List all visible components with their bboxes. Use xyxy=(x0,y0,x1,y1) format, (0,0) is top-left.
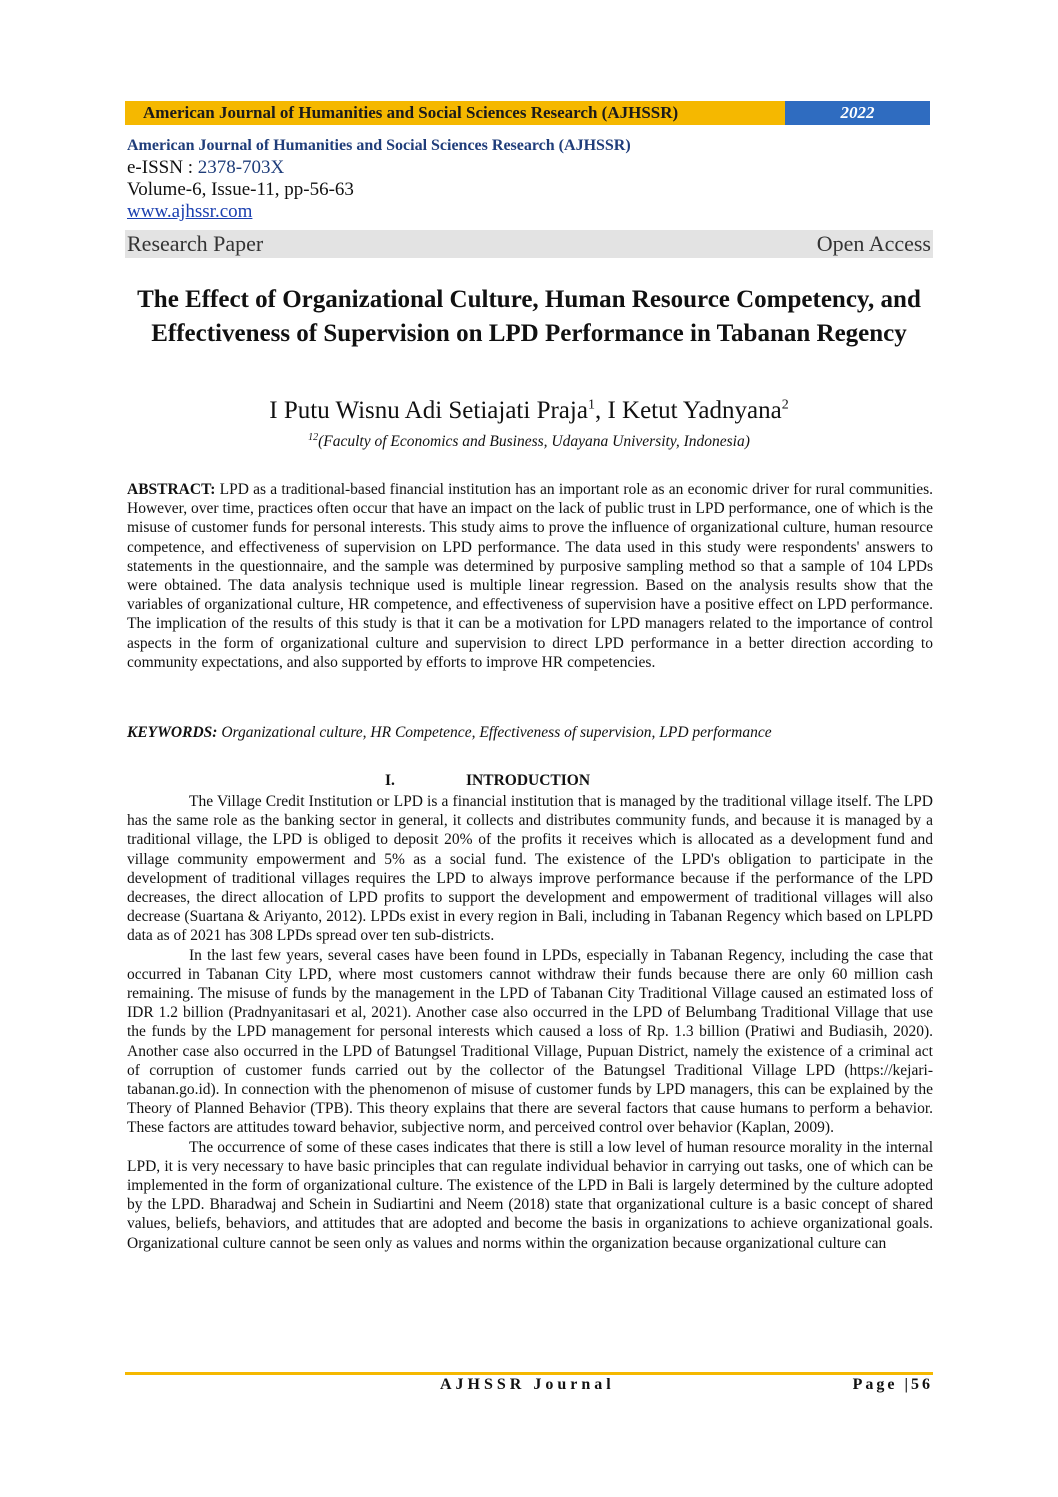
affiliation-marker: 12 xyxy=(308,432,319,443)
keywords xyxy=(127,723,933,742)
page-number: Page |56 xyxy=(852,1376,933,1393)
journal-header-title: American Journal of Humanities and Social Sciences Research (AJHSSR) xyxy=(125,101,785,125)
author-1: I Putu Wisnu Adi Setiajati Praja xyxy=(269,397,588,424)
issn-label: e-ISSN : xyxy=(127,157,198,178)
paper-type: Research Paper xyxy=(127,231,264,256)
footer-divider xyxy=(125,1372,933,1375)
abstract-text: LPD as a traditional-based financial institution has an important role as an economic driver for rural communities. However, over time, practices often occur that have an impact on the lack of public trust in LPD performance, one of which is the misuse of customer funds for personal interests. This study aims to prove the influence of organizational culture, human resource competence, and effectiveness of supervision on LPD performance. The data used in this study were respondents' answers to statements in the questionnaire, and the sample was determined by purposive sampling method so that a sample of 104 LPDs were obtained. The data analysis technique used is multiple linear regression. Based on the analysis results show that the variables of organizational culture, HR competence, and effectiveness of supervision have a positive effect on LPD performance. The implication of the results of this study is that it can be a motivation for LPD managers related to the importance of control aspects in the form of organizational culture and supervision to direct LPD performance in a better direction according to community expectations, and also supported by efforts to improve HR competencies. xyxy=(127,481,933,671)
issn-value: 2378-703X xyxy=(197,157,285,178)
keywords-label: KEYWORDS: xyxy=(127,724,218,741)
journal-header-year: 2022 xyxy=(785,101,930,125)
paragraph: In the last few years, several cases have been found in LPDs, especially in Tabanan Regency, including the case that occurred in Tabanan City LPD, where most customers cannot withdraw their funds because there are only 60 million cash remaining. The misuse of funds by the management in the LPD of Tabanan City Traditional Village caused an estimated loss of IDR 1.2 billion (Pradnyanitasari et al, 2021). Another case also occurred in the LPD of Belumbang Traditional Village that use the funds by the LPD management for personal interests which caused a loss of Rp. 1.3 billion (Pratiwi and Budiasih, 2020). Another case also occurred in the LPD of Batungsel Traditional Village, Pupuan District, namely the existence of a criminal act of corruption of customer funds carried out by the collector of the Batungsel Traditional Village LPD (https://kejari-tabanan.go.id). In connection with the phenomenon of misuse of customer funds by LPD managers, this can be explained by the Theory of Planned Behavior (TPB). This theory explains that there are several factors that cause humans to perform a behavior. These factors are attitudes toward behavior, subjective norm, and perceived control over behavior (Kaplan, 2009). xyxy=(127,946,933,1137)
journal-website-link[interactable]: www.ajhssr.com xyxy=(127,201,253,222)
paper-title: The Effect of Organizational Culture, Human Resource Competency, and Effectiveness of Supervision on LPD Performance in Tabanan Regency xyxy=(137,286,921,347)
issn-line xyxy=(127,157,631,179)
section-title: INTRODUCTION xyxy=(466,772,591,789)
keywords-text: Organizational culture, HR Competence, Effectiveness of supervision, LPD performance xyxy=(217,724,772,741)
paragraph: The occurrence of some of these cases indicates that there is still a low level of human resource morality in the internal LPD, it is very necessary to have basic principles that can regulate individual behavior in carrying out tasks, one of which can be implemented in the form of organizational culture. The existence of the LPD in Bali is largely determined by the culture adopted by the LPD. Bharadwaj and Schein in Sudiartini and Neem (2018) state that organizational culture is a basic concept of shared values, beliefs, behaviors, and attitudes that are adopted and become the basis in organizations to achieve organizational goals. Organizational culture cannot be seen only as values and norms within the organization because organizational culture can xyxy=(127,1138,933,1252)
affiliation xyxy=(100,432,958,451)
journal-header-bar xyxy=(125,101,930,125)
article-meta xyxy=(127,135,631,223)
paper-type-bar xyxy=(125,230,933,258)
volume-issue: Volume-6, Issue-11, pp-56-63 xyxy=(127,179,354,200)
authors xyxy=(100,397,958,425)
introduction-body xyxy=(127,792,933,1253)
affiliation-text: (Faculty of Economics and Business, Udayana University, Indonesia) xyxy=(318,433,750,451)
author-1-affil: 1 xyxy=(587,397,595,413)
abstract-label: ABSTRACT: xyxy=(127,481,216,498)
paragraph: The Village Credit Institution or LPD is a financial institution that is managed by the traditional village itself. The LPD has the same role as the banking sector in general, it collects and distributes community funds, and because it is managed by a traditional village, the LPD is obliged to deposit 20% of the profits it receives which is allocated as a development fund and village community empowerment and 5% as a social fund. The existence of the LPD's obligation to participate in the development of traditional villages requires the LPD to always improve performance because if the performance of the LPD decreases, the direct allocation of LPD profits to support the development and empowerment of traditional villages will also decrease (Suartana & Ariyanto, 2012). LPDs exist in every region in Bali, including in Tabanan Regency which based on LPLPD data as of 2021 has 308 LPDs spread over ten sub-districts. xyxy=(127,793,933,945)
author-2-affil: 2 xyxy=(781,397,789,413)
section-number: I. xyxy=(385,772,395,789)
author-separator: , xyxy=(594,397,608,424)
journal-name: American Journal of Humanities and Social Sciences Research (AJHSSR) xyxy=(127,137,631,154)
author-2: I Ketut Yadnyana xyxy=(607,397,782,424)
access-type: Open Access xyxy=(816,231,931,256)
abstract xyxy=(127,480,933,672)
footer-journal: AJHSSR Journal xyxy=(440,1376,615,1393)
